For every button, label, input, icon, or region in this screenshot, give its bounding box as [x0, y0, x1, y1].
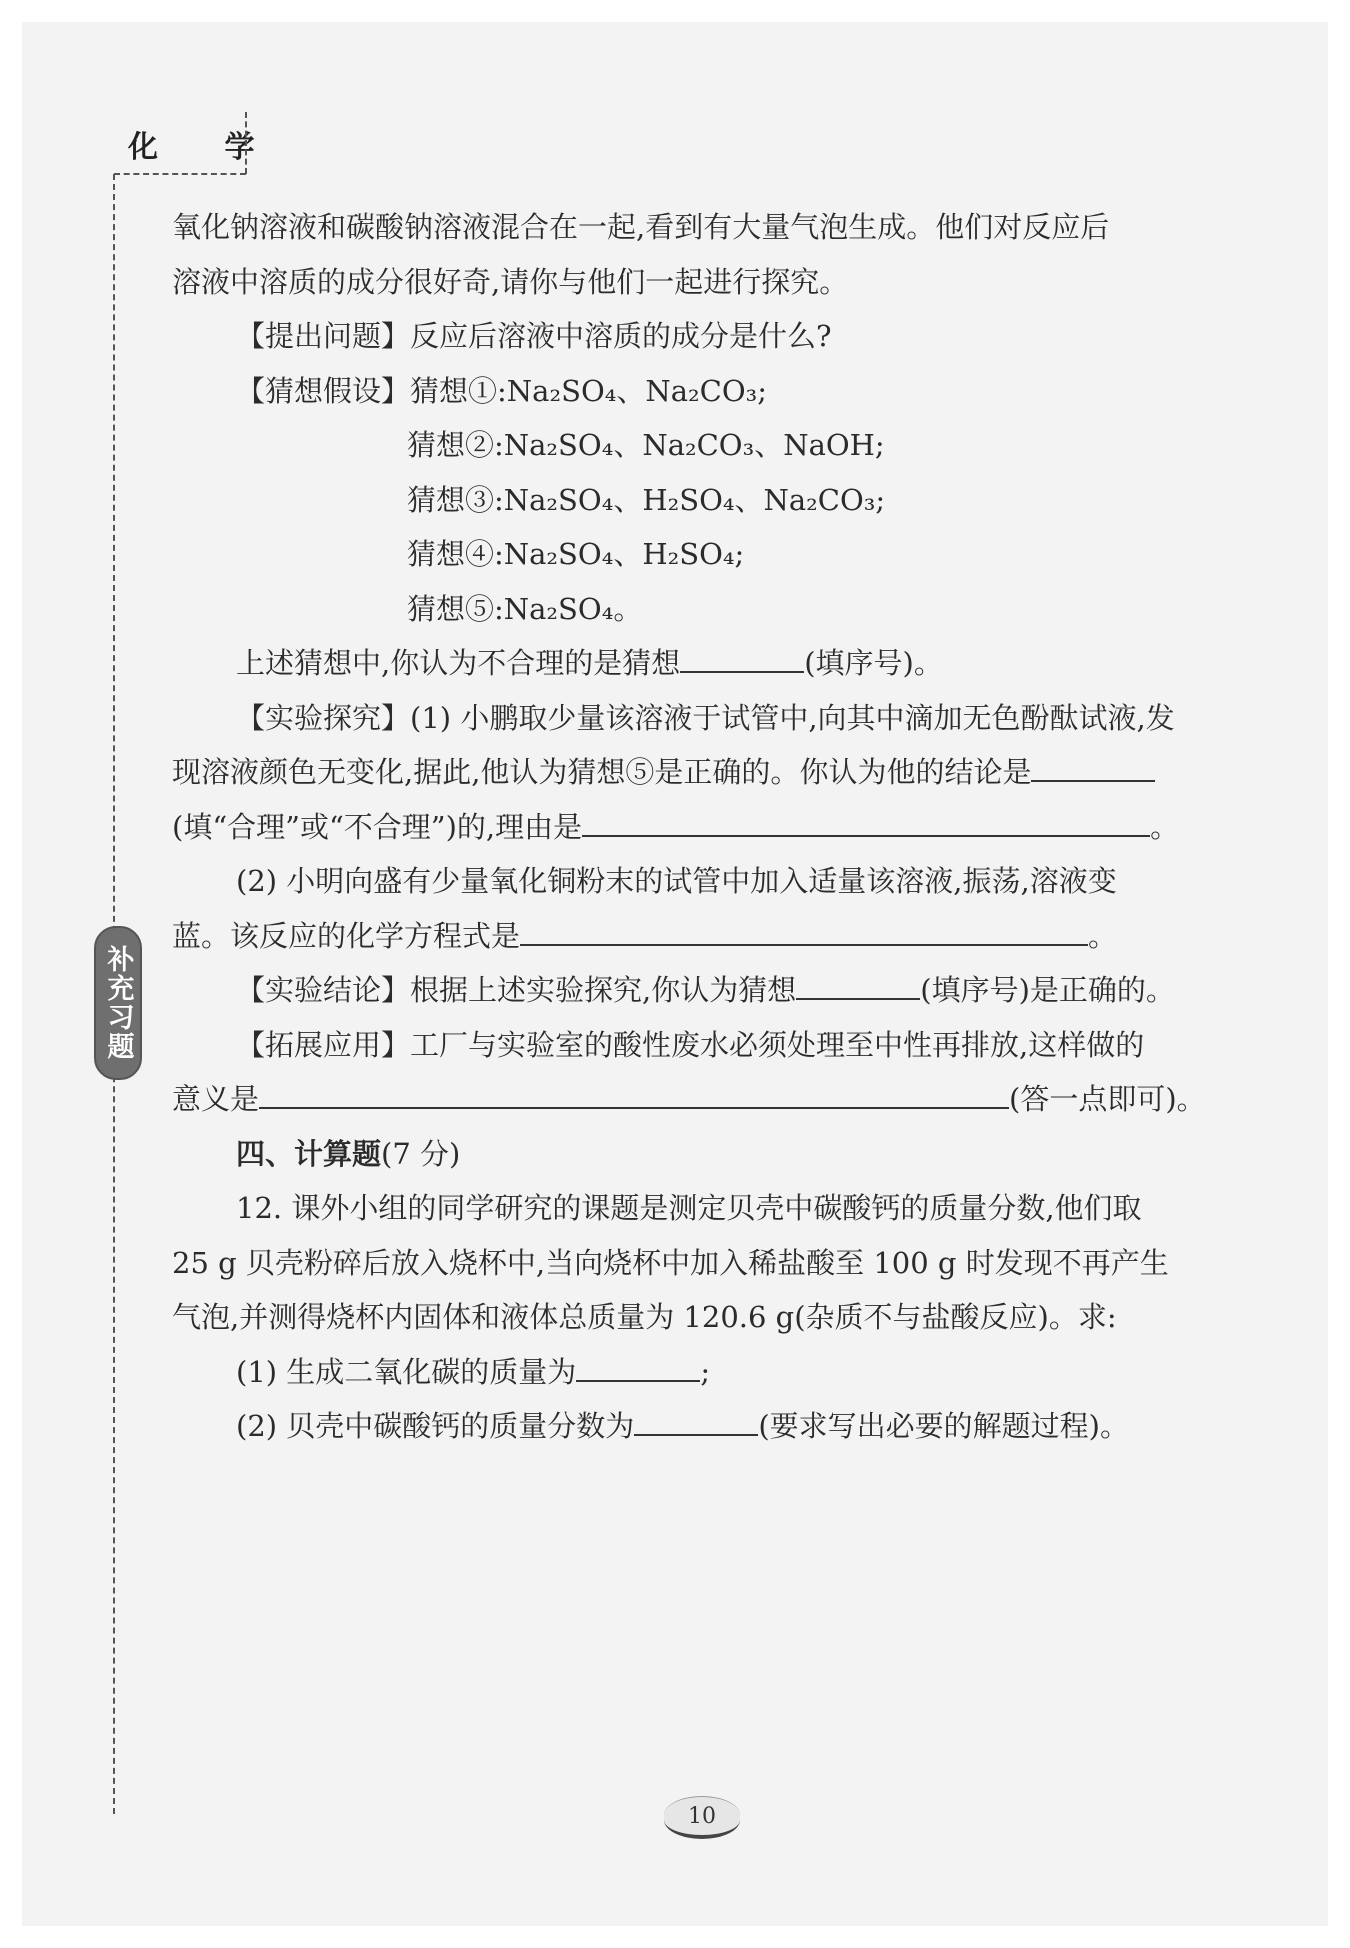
text-line: 溶液中溶质的成分很好奇,请你与他们一起进行探究。: [172, 264, 849, 299]
extension-line: [172, 1018, 1242, 1073]
answer-blank[interactable]: [680, 637, 804, 673]
header-divider-vertical: [245, 112, 247, 174]
text-fragment: (1) 生成二氧化碳的质量为: [236, 1354, 577, 1389]
answer-blank[interactable]: [1031, 746, 1155, 782]
text-fragment: (答一点即可)。: [1009, 1082, 1206, 1116]
experiment-line: [172, 691, 1242, 746]
text-fragment: (要求写出必要的解题过程)。: [758, 1409, 1129, 1443]
answer-blank[interactable]: [582, 801, 1150, 837]
text-fragment: (填“合理”或“不合理”)的,理由是: [172, 809, 583, 844]
q12-line: 12. 课外小组的同学研究的课题是测定贝壳中碳酸钙的质量分数,他们取: [236, 1191, 1142, 1225]
answer-blank[interactable]: [634, 1400, 758, 1436]
text-fragment: ;: [700, 1354, 711, 1389]
question-text: 反应后溶液中溶质的成分是什么?: [410, 319, 832, 353]
hypothesis-4: 猜想④:Na₂SO₄、H₂SO₄;: [407, 537, 745, 571]
hypothesis-3: 猜想③:Na₂SO₄、H₂SO₄、Na₂CO₃;: [407, 482, 886, 517]
text-fragment: 根据上述实验探究,你认为猜想: [410, 973, 797, 1007]
tag-question: 【提出问题】: [236, 319, 411, 353]
text-line: 氧化钠溶液和碳酸钠溶液混合在一起,看到有大量气泡生成。他们对反应后: [172, 210, 1110, 244]
text-fragment: 蓝。该反应的化学方程式是: [172, 918, 521, 953]
extension-line: [172, 1072, 1242, 1127]
text-fragment: (2) 贝壳中碳酸钙的质量分数为: [236, 1409, 635, 1443]
section-score: (7 分): [381, 1136, 461, 1171]
hypothesis-line: [172, 364, 1242, 419]
answer-blank[interactable]: [520, 910, 1088, 946]
hypothesis-5: 猜想⑤:Na₂SO₄。: [407, 591, 643, 626]
tag-experiment: 【实验探究】: [236, 700, 411, 735]
tag-hypothesis: 【猜想假设】: [236, 373, 411, 408]
page-number-text: 10: [688, 1803, 716, 1829]
unreasonable-line: [172, 636, 1242, 691]
section-title: 四、计算题: [236, 1136, 382, 1171]
subject-header: 化 学: [128, 130, 283, 165]
text-fragment: 。: [1088, 918, 1118, 953]
experiment-line: [172, 909, 1242, 964]
experiment-line: [172, 745, 1242, 800]
hypothesis-1: 猜想①:Na₂SO₄、Na₂CO₃;: [410, 373, 767, 408]
answer-blank[interactable]: [259, 1073, 1009, 1109]
conclusion-line: [172, 963, 1242, 1018]
q12-part-2: [172, 1399, 1242, 1454]
side-tab-label: 补充习题: [102, 945, 134, 1061]
text-fragment: (填序号)。: [804, 646, 943, 680]
text-fragment: 上述猜想中,你认为不合理的是猜想: [236, 646, 681, 680]
text-fragment: (1) 小鹏取少量该溶液于试管中,向其中滴加无色酚酞试液,发: [410, 700, 1175, 735]
question-line: [172, 309, 1242, 364]
header-divider-horizontal: [114, 173, 246, 175]
q12-part-1: [172, 1345, 1242, 1400]
hypothesis-2: 猜想②:Na₂SO₄、Na₂CO₃、NaOH;: [407, 428, 885, 462]
text-fragment: 现溶液颜色无变化,据此,他认为猜想⑤是正确的。你认为他的结论是: [172, 755, 1032, 789]
question-body: [172, 200, 1242, 1454]
text-fragment: 工厂与实验室的酸性废水必须处理至中性再排放,这样做的: [410, 1027, 1145, 1062]
page-number: [664, 1796, 740, 1839]
answer-blank[interactable]: [796, 964, 920, 1000]
answer-blank[interactable]: [576, 1346, 700, 1382]
text-fragment: (填序号)是正确的。: [920, 973, 1175, 1007]
q12-line: 25 g 贝壳粉碎后放入烧杯中,当向烧杯中加入稀盐酸至 100 g 时发现不再产生: [172, 1245, 1169, 1280]
page-sheet: [22, 22, 1328, 1926]
experiment-line: [172, 800, 1242, 855]
side-tab: [94, 926, 142, 1080]
text-fragment: 。: [1150, 809, 1180, 844]
tag-conclusion: 【实验结论】: [236, 973, 411, 1007]
section-heading: [172, 1127, 1242, 1182]
experiment-line: (2) 小明向盛有少量氧化铜粉末的试管中加入适量该溶液,振荡,溶液变: [236, 864, 1117, 898]
tag-extension: 【拓展应用】: [236, 1027, 411, 1062]
q12-line: 气泡,并测得烧杯内固体和液体总质量为 120.6 g(杂质不与盐酸反应)。求:: [172, 1300, 1117, 1334]
text-fragment: 意义是: [172, 1082, 260, 1116]
